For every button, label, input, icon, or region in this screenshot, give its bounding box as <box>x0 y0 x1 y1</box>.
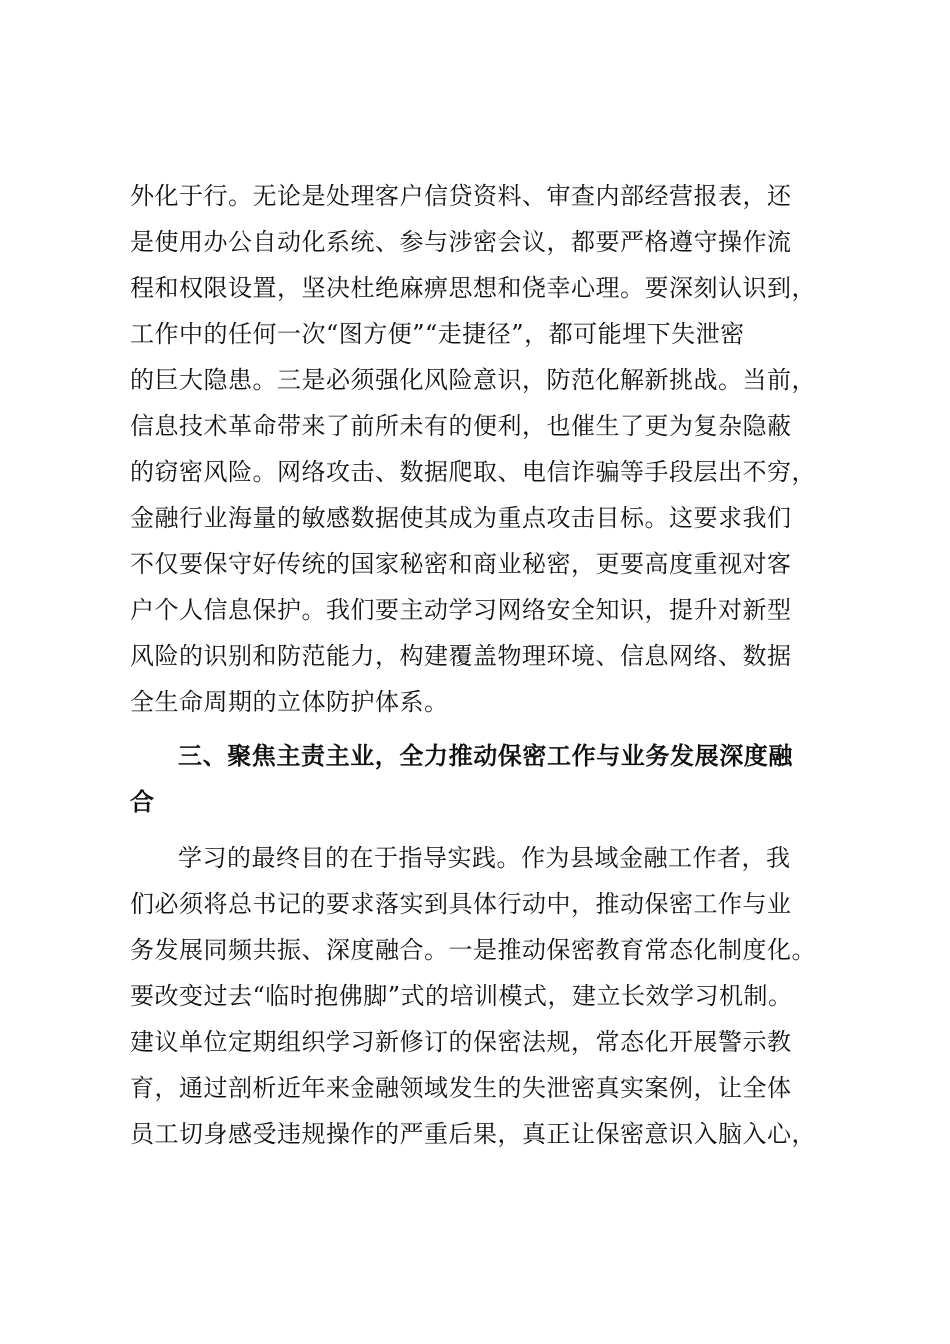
paragraph-line: 育，通过剖析近年来金融领域发生的失泄密真实案例，让全体 <box>130 1074 792 1102</box>
paragraph-line: 的窃密风险。网络攻击、数据爬取、电信诈骗等手段层出不穷， <box>130 458 816 486</box>
paragraph-line: 的巨大隐患。三是必须强化风险意识，防范化解新挑战。当前， <box>130 366 816 394</box>
paragraph-line: 信息技术革命带来了前所未有的便利，也催生了更为复杂隐蔽 <box>130 412 792 440</box>
section-heading-line: 合 <box>130 788 155 816</box>
section-heading-line: 三、聚焦主责主业，全力推动保密工作与业务发展深度融 <box>178 742 793 770</box>
paragraph-line: 是使用办公自动化系统、参与涉密会议，都要严格遵守操作流 <box>130 228 792 256</box>
paragraph-line: 程和权限设置，坚决杜绝麻痹思想和侥幸心理。要深刻认识到， <box>130 274 816 302</box>
paragraph-line: 们必须将总书记的要求落实到具体行动中，推动保密工作与业 <box>130 890 792 918</box>
paragraph-line: 金融行业海量的敏感数据使其成为重点攻击目标。这要求我们 <box>130 504 792 532</box>
paragraph-line: 员工切身感受违规操作的严重后果，真正让保密意识入脑入心， <box>130 1120 816 1148</box>
paragraph-line: 不仅要保守好传统的国家秘密和商业秘密，更要高度重视对客 <box>130 550 792 578</box>
paragraph-line: 建议单位定期组织学习新修订的保密法规，常态化开展警示教 <box>130 1028 792 1056</box>
paragraph-line: 户个人信息保护。我们要主动学习网络安全知识，提升对新型 <box>130 596 792 624</box>
paragraph-line: 学习的最终目的在于指导实践。作为县域金融工作者，我 <box>178 844 791 872</box>
paragraph-line: 全生命周期的立体防护体系。 <box>130 688 449 716</box>
paragraph-line: 务发展同频共振、深度融合。一是推动保密教育常态化制度化。 <box>130 936 816 964</box>
paragraph-line: 工作中的任何一次“图方便”“走捷径”，都可能埋下失泄密 <box>130 320 745 348</box>
paragraph-line: 外化于行。无论是处理客户信贷资料、审查内部经营报表，还 <box>130 182 792 210</box>
paragraph-line: 风险的识别和防范能力，构建覆盖物理环境、信息网络、数据 <box>130 642 792 670</box>
paragraph-line: 要改变过去“临时抱佛脚”式的培训模式，建立长效学习机制。 <box>130 982 793 1010</box>
